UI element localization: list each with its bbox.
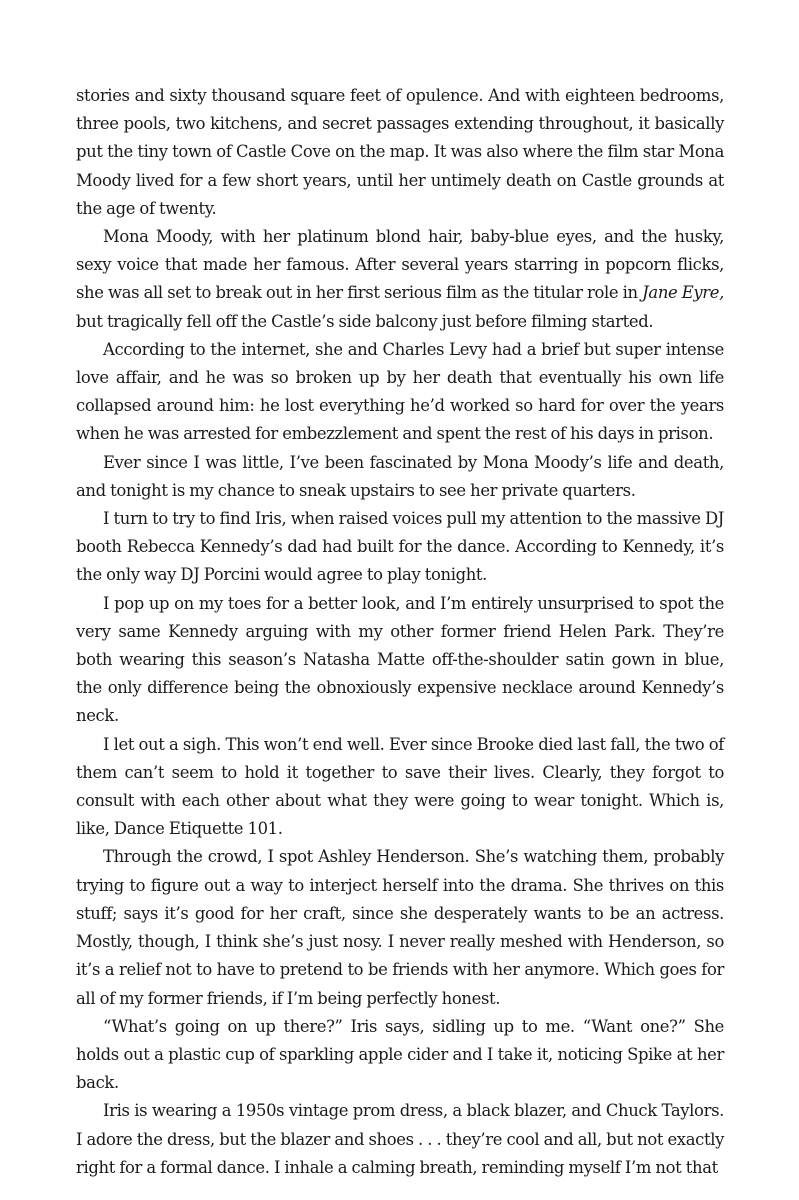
paragraph-text: “What’s going on up there?” Iris says, sidling up to me. “Want one?” She holds out a plastic cup of sparkling apple cider and I take it, noticing Spike at her back. bbox=[76, 1016, 724, 1093]
paragraph-4 bbox=[76, 449, 724, 505]
book-page bbox=[76, 82, 724, 1182]
paragraph-9 bbox=[76, 1013, 724, 1098]
paragraph-text: but tragically fell off the Castle’s side balcony just before filming started. bbox=[76, 311, 654, 331]
paragraph-text: I turn to try to find Iris, when raised voices pull my attention to the massive DJ booth Rebecca Kennedy’s dad had built for the dance. According to Kennedy, it’s the only way DJ Porcini would agree to play tonight. bbox=[76, 509, 724, 585]
paragraph-text: Iris is wearing a 1950s vintage prom dress, a black blazer, and Chuck Taylors. I adore the dress, but the blazer and shoes . . . they’re cool and all, but not exactly right for a formal dance. I inhale a calming breath, reminding myself I’m not that bbox=[76, 1101, 724, 1177]
paragraph-2 bbox=[76, 223, 724, 336]
paragraph-5 bbox=[76, 505, 724, 590]
paragraph-text: stories and sixty thousand square feet of opulence. And with eighteen bedrooms, three pools, two kitchens, and secret passages extending throughout, it basically put the tiny town of Castle Cove on the map. It was also where the film star Mona Moody lived for a few short years, until her untimely death on Castle grounds at the age of twenty. bbox=[76, 86, 724, 218]
paragraph-text: I pop up on my toes for a better look, and I’m entirely unsurprised to spot the very same Kennedy arguing with my other former friend Helen Park. They’re both wearing this season’s Natasha Matte off-the-shoulder satin gown in blue, the only difference being the obnoxiously expensive necklace around Kennedy’s neck. bbox=[76, 593, 724, 726]
book-title-italic: Jane Eyre, bbox=[642, 283, 725, 303]
paragraph-text: Ever since I was little, I’ve been fascinated by Mona Moody’s life and death, and tonight is my chance to sneak upstairs to see her private quarters. bbox=[76, 452, 724, 500]
paragraph-7 bbox=[76, 731, 724, 844]
paragraph-text: Mona Moody, with her platinum blond hair, baby-blue eyes, and the husky, sexy voice that made her famous. After several years starring in popcorn flicks, she was all set to break out in her first serious film as the titular role in bbox=[76, 227, 724, 303]
paragraph-1 bbox=[76, 82, 724, 223]
paragraph-text: Through the crowd, I spot Ashley Henderson. She’s watching them, probably trying to figure out a way to interject herself into the drama. She thrives on this stuff; says it’s good for her craft, since she desperately wants to be an actress. Mostly, though, I think she’s just nosy. I never really meshed with Henderson, so it’s a relief not to have to pretend to be friends with her anymore. Which goes for all of my former friends, if I’m being perfectly honest. bbox=[76, 847, 724, 1008]
paragraph-8 bbox=[76, 843, 724, 1012]
paragraph-text: I let out a sigh. This won’t end well. Ever since Brooke died last fall, the two of them can’t seem to hold it together to save their lives. Clearly, they forgot to consult with each other about what they were going to wear tonight. Which is, like, Dance Etiquette 101. bbox=[76, 734, 724, 839]
paragraph-10 bbox=[76, 1097, 724, 1182]
paragraph-6 bbox=[76, 590, 724, 731]
paragraph-text: According to the internet, she and Charles Levy had a brief but super intense love affair, and he was so broken up by her death that eventually his own life collapsed around him: he lost everything he’d worked so hard for over the years when he was arrested for embezzlement and spent the rest of his days in prison. bbox=[76, 339, 724, 444]
paragraph-3 bbox=[76, 336, 724, 449]
